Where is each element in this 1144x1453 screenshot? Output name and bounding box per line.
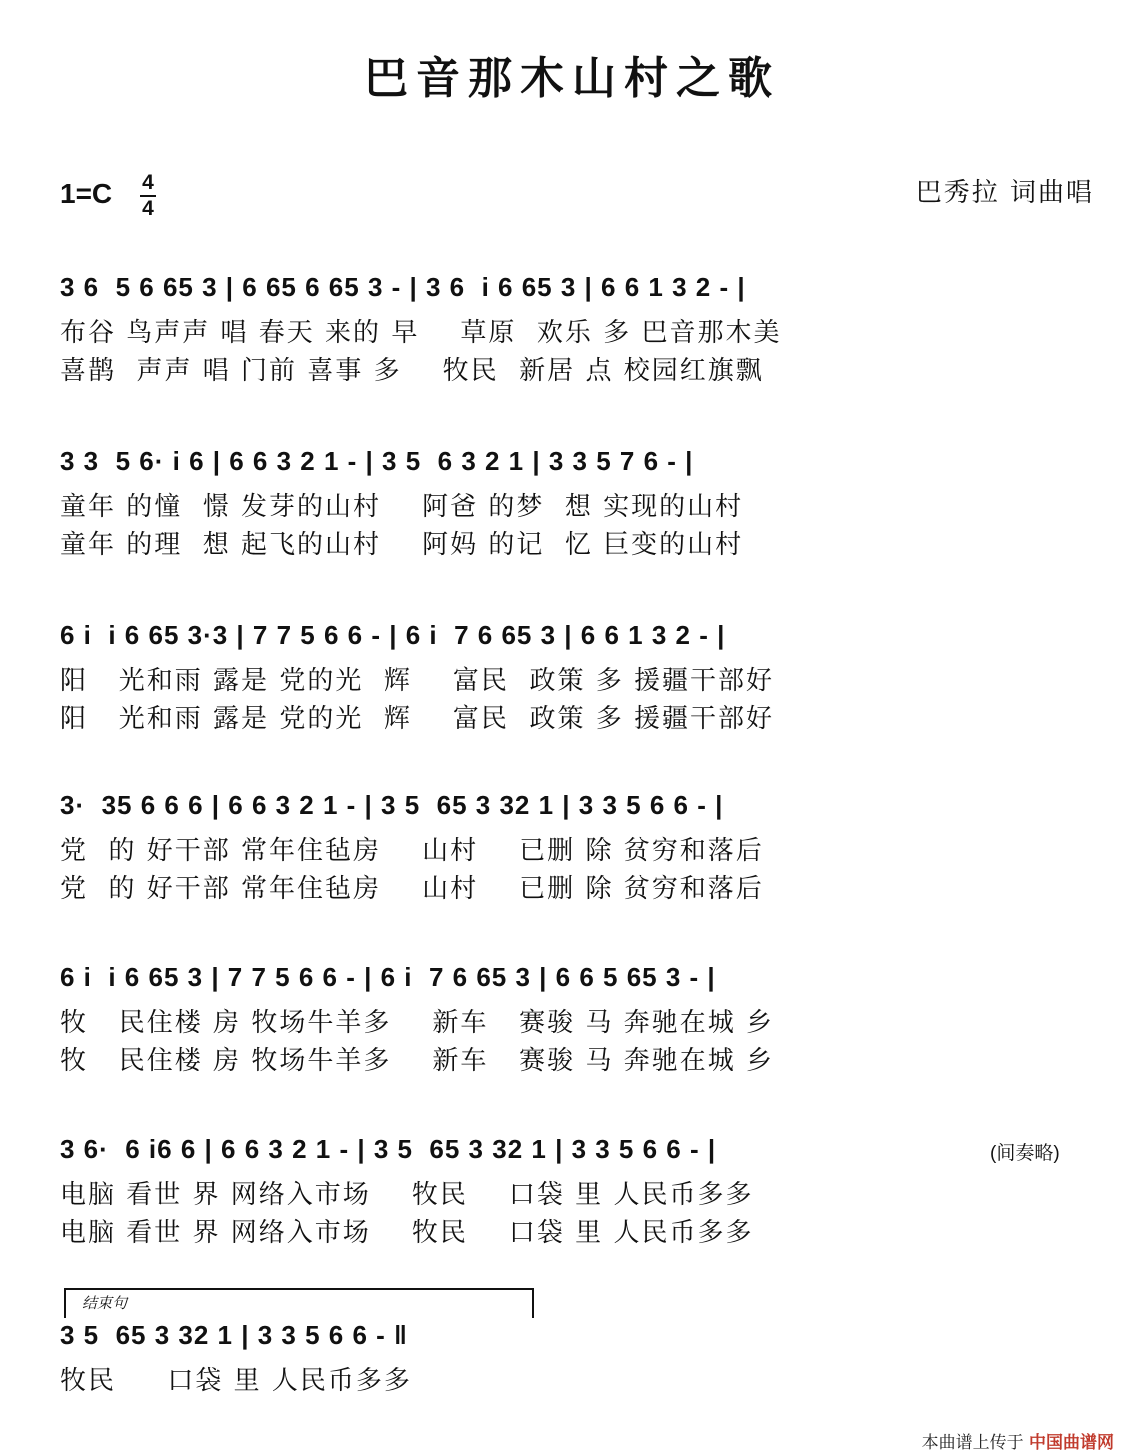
- notation-line-4: 3· 35 6 6 6 | 6 6 3 2 1 - | 3 5 65 3 32 1 | 3 3 5 6 6 - |: [60, 790, 724, 820]
- time-signature: [140, 172, 156, 220]
- footer-brand: 中国曲谱网: [1029, 1433, 1114, 1453]
- notation-line-2: 3 3 5 6· i 6 | 6 6 3 2 1 - | 3 5 6 3 2 1 | 3 3 5 7 6 - |: [60, 446, 694, 476]
- lyric-line-5-verse-1: 牧 民住楼 房 牧场牛羊多 新车 赛骏 马 奔驰在城 乡: [60, 1008, 774, 1038]
- lyric-line-1-verse-1: 布谷 鸟声声 唱 春天 来的 早 草原 欢乐 多 巴音那木美: [60, 318, 782, 348]
- notation-line-5: 6 i i 6 65 3 | 7 7 5 6 6 - | 6 i 7 6 65 3 | 6 6 5 65 3 - |: [60, 962, 716, 992]
- lyric-line-2-verse-2: 童年 的理 想 起飞的山村 阿妈 的记 忆 巨变的山村: [60, 530, 744, 560]
- lyric-line-4-verse-1: 党 的 好干部 常年住毡房 山村 已删 除 贫穷和落后: [60, 836, 764, 866]
- lyric-line-6-verse-2: 电脑 看世 界 网络入市场 牧民 口袋 里 人民币多多: [60, 1218, 754, 1248]
- key-signature: 1=C: [60, 178, 113, 209]
- lyric-line-5-verse-2: 牧 民住楼 房 牧场牛羊多 新车 赛骏 马 奔驰在城 乡: [60, 1046, 774, 1076]
- lyric-line-1-verse-2: 喜鹊 声声 唱 门前 喜事 多 牧民 新居 点 校园红旗飘: [60, 356, 764, 386]
- lyric-line-3-verse-1: 阳 光和雨 露是 党的光 辉 富民 政策 多 援疆干部好: [60, 666, 774, 696]
- interlude-note: (间奏略): [990, 1143, 1060, 1164]
- song-title: 巴音那木山村之歌: [364, 53, 780, 104]
- notation-line-6: 3 6· 6 i6 6 | 6 6 3 2 1 - | 3 5 65 3 32 1 | 3 3 5 6 6 - |: [60, 1134, 717, 1164]
- ending-notation: 3 5 65 3 32 1 | 3 3 5 6 6 - ‖: [60, 1320, 408, 1350]
- time-signature-top: 4: [142, 171, 154, 194]
- lyric-line-2-verse-1: 童年 的憧 憬 发芽的山村 阿爸 的梦 想 实现的山村: [60, 492, 744, 522]
- ending-lyric: 牧民 口袋 里 人民币多多: [60, 1366, 412, 1396]
- source-footer: [922, 1428, 1114, 1453]
- lyric-line-6-verse-1: 电脑 看世 界 网络入市场 牧民 口袋 里 人民币多多: [60, 1180, 754, 1210]
- time-signature-bottom: 4: [142, 197, 154, 220]
- ending-bracket: [64, 1288, 534, 1318]
- footer-prefix: 本曲谱上传于: [921, 1433, 1024, 1453]
- credit-line: 巴秀拉 词曲唱: [915, 178, 1094, 208]
- ending-label: 结束句: [82, 1295, 128, 1312]
- lyric-line-3-verse-2: 阳 光和雨 露是 党的光 辉 富民 政策 多 援疆干部好: [60, 704, 774, 734]
- notation-line-3: 6 i i 6 65 3·3 | 7 7 5 6 6 - | 6 i 7 6 65 3 | 6 6 1 3 2 - |: [60, 620, 726, 650]
- lyric-line-4-verse-2: 党 的 好干部 常年住毡房 山村 已删 除 贫穷和落后: [60, 874, 764, 904]
- notation-line-1: 3 6 5 6 65 3 | 6 65 6 65 3 - | 3 6 i 6 65 3 | 6 6 1 3 2 - |: [60, 272, 746, 302]
